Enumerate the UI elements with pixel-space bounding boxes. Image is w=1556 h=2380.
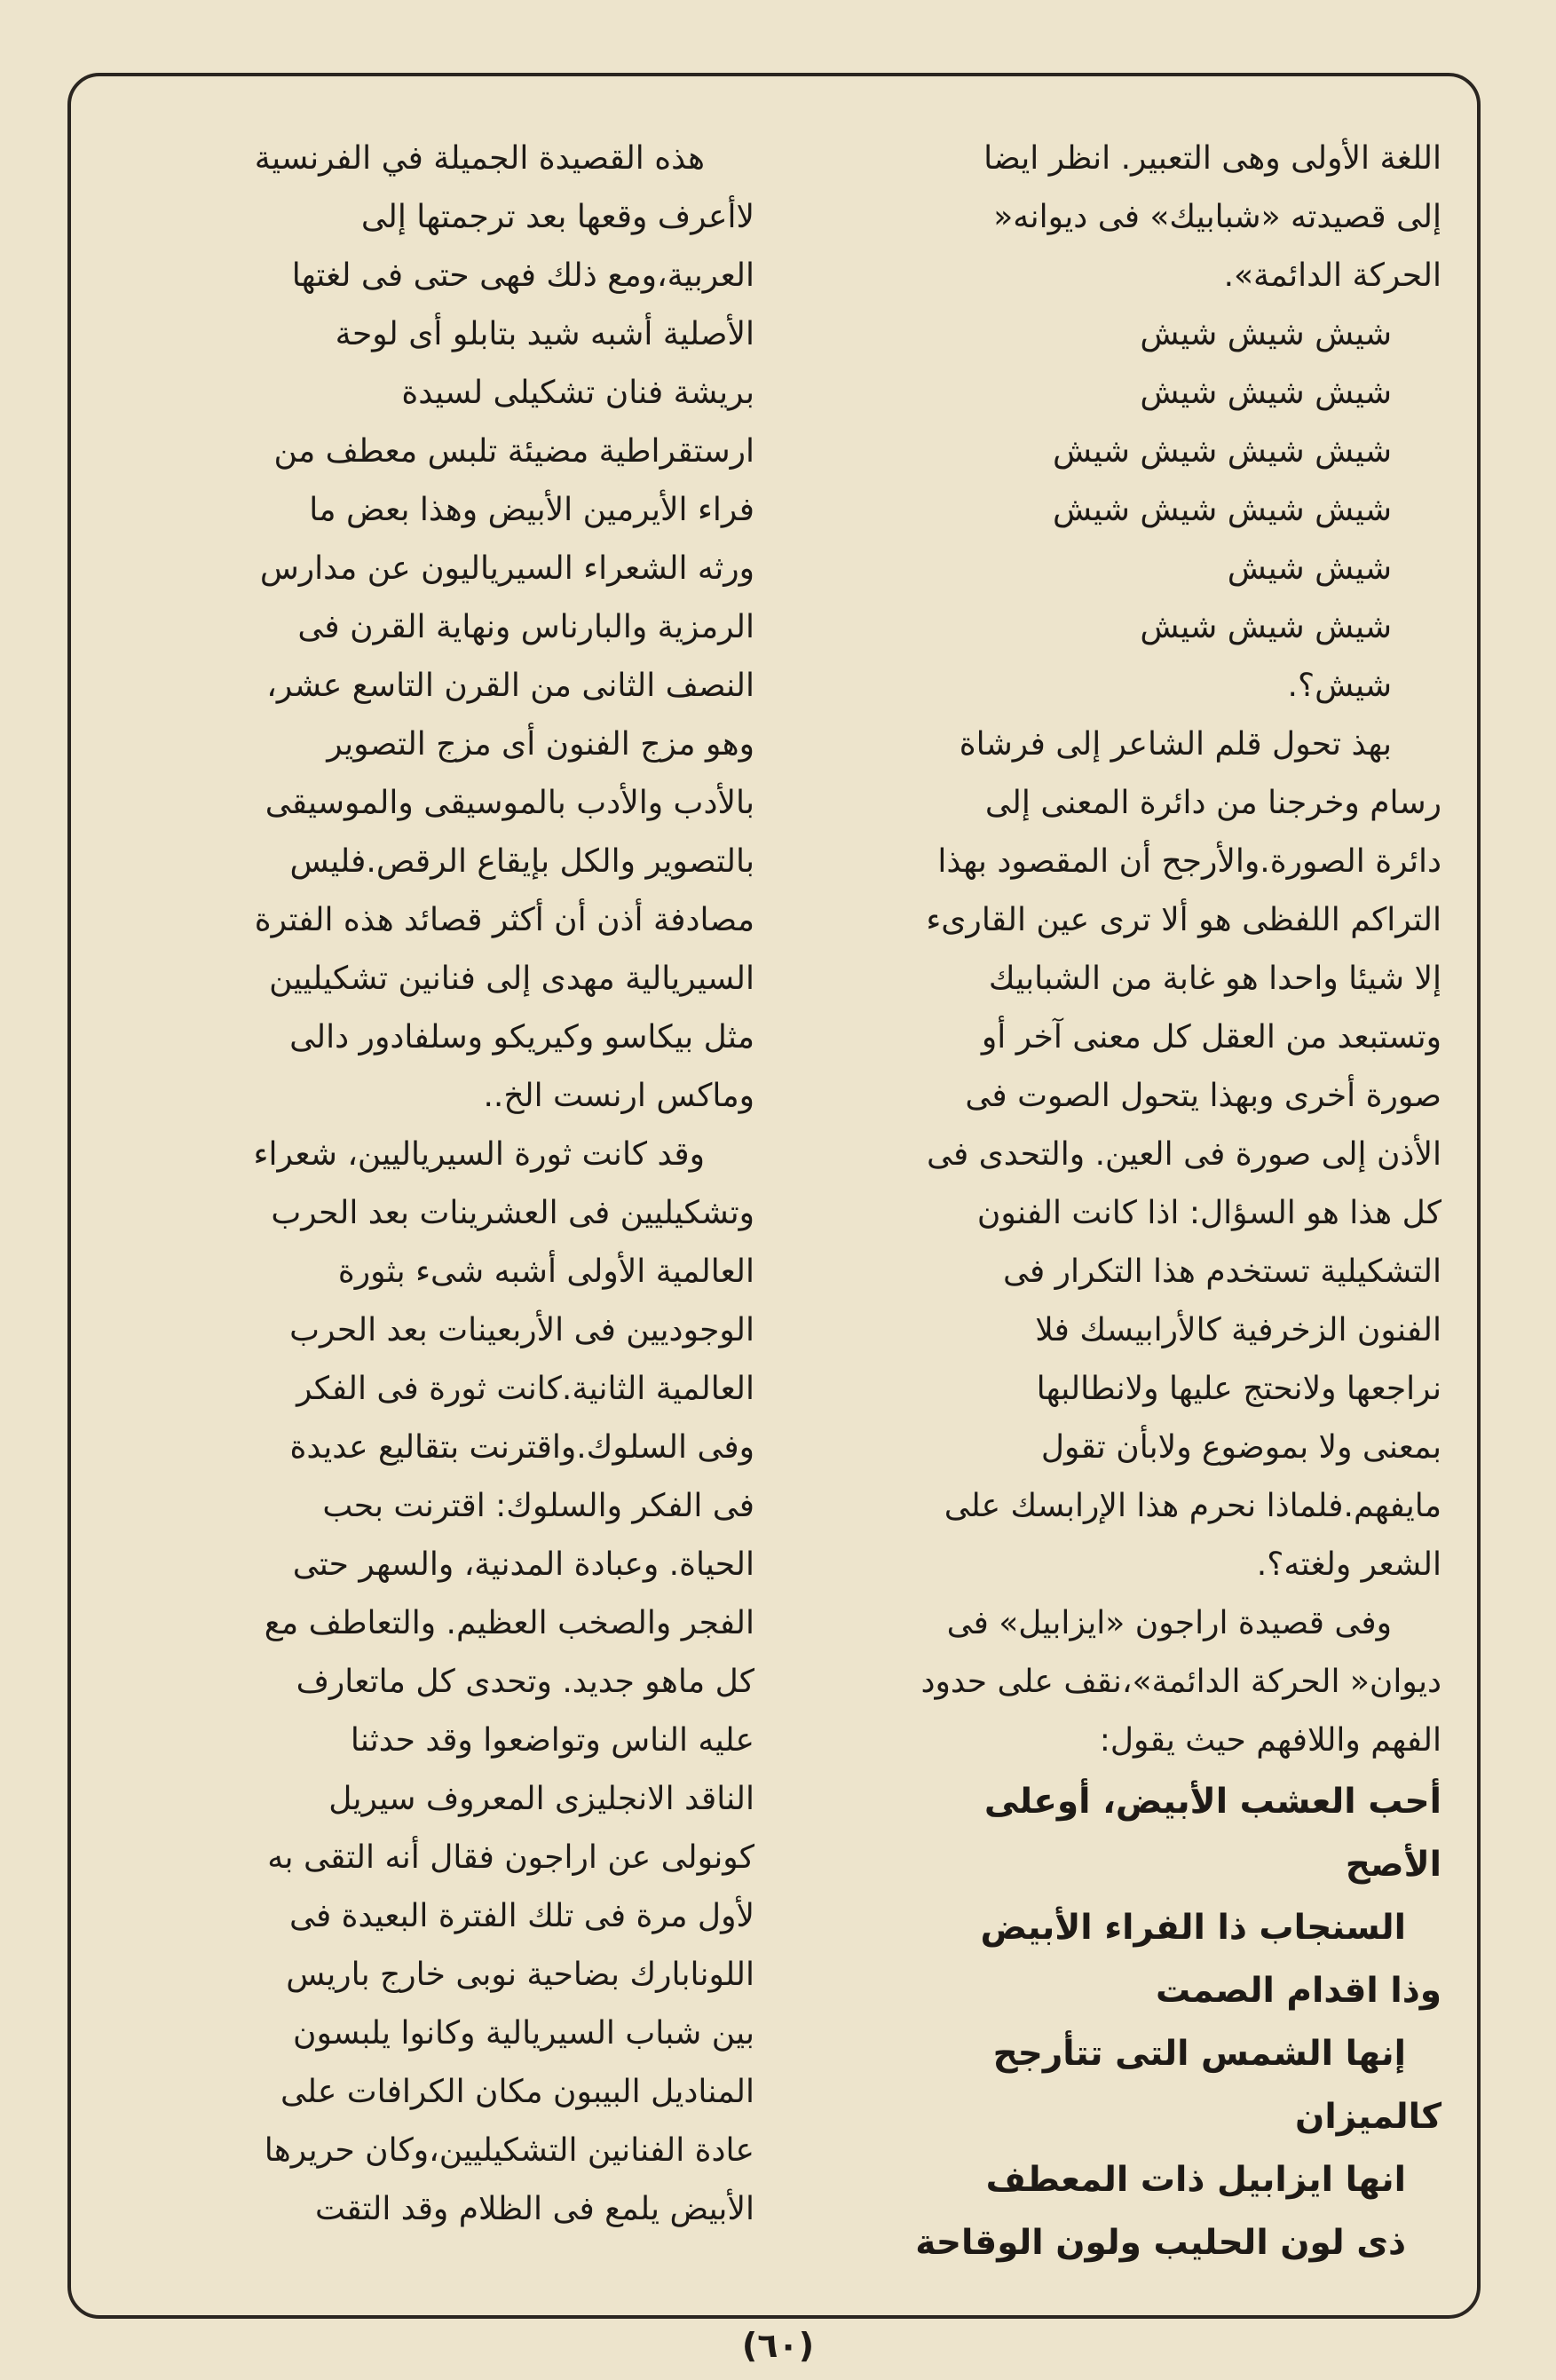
verse-line: ذى لون الحليب ولون الوقاحة — [915, 2223, 1406, 2263]
text-line: الرمزية والبارناس ونهاية القرن فى — [297, 609, 754, 645]
page-number: (٦٠) — [741, 2326, 815, 2365]
text-line: بالتصوير والكل بإيقاع الرقص.فليس — [289, 843, 754, 880]
text-line: الحياة. وعبادة المدنية، والسهر حتى — [292, 1546, 754, 1583]
text-line: الفنون الزخرفية كالأرابيسك فلا — [1035, 1312, 1441, 1348]
poem-line: شيش شيش شيش — [1140, 375, 1392, 411]
text-line: العربية،ومع ذلك فهى حتى فى لغتها — [291, 257, 754, 294]
text-line: عليه الناس وتواضعوا وقد حدثنا — [350, 1722, 754, 1759]
text-line: التشكيلية تستخدم هذا التكرار فى — [1002, 1253, 1441, 1290]
text-line: نراجعها ولانحتج عليها ولانطالبها — [1036, 1371, 1441, 1407]
text-line: صورة أخرى وبهذا يتحول الصوت فى — [965, 1078, 1441, 1114]
text-line: الفجر والصخب العظيم. والتعاطف مع — [264, 1605, 754, 1641]
text-line: الحركة الدائمة». — [1223, 257, 1441, 294]
poem-line: شيش شيش — [1227, 550, 1392, 587]
text-line: ارستقراطية مضيئة تلبس معطف من — [273, 433, 754, 470]
text-line: وتستبعد من العقل كل معنى آخر أو — [981, 1019, 1441, 1056]
text-line: لاأعرف وقعها بعد ترجمتها إلى — [360, 199, 754, 235]
text-line: عادة الفنانين التشكيليين،وكان حريرها — [264, 2132, 754, 2169]
text-line: السيريالية مهدى إلى فنانين تشكيليين — [269, 961, 754, 997]
text-line: الوجوديين فى الأربعينات بعد الحرب — [289, 1312, 754, 1348]
verse-line: أحب العشب الأبيض، أوعلى — [983, 1782, 1441, 1822]
text-line: الأصلية أشبه شيد بتابلو أى لوحة — [335, 316, 754, 352]
text-line: وهو مزج الفنون أى مزج التصوير — [327, 726, 754, 763]
page-frame — [67, 73, 1481, 2319]
text-line: وفى قصيدة اراجون «ايزابيل» فى — [946, 1605, 1392, 1641]
text-line: هذه القصيدة الجميلة في الفرنسية — [254, 140, 705, 177]
poem-line: شيش شيش شيش — [1140, 609, 1392, 645]
poem-line: شيش شيش شيش شيش — [1052, 492, 1392, 528]
text-line: مصادفة أذن أن أكثر قصائد هذه الفترة — [254, 902, 754, 938]
text-line: بالأدب والأدب بالموسيقى والموسيقى — [265, 785, 754, 821]
text-line: كونولى عن اراجون فقال أنه التقى به — [267, 1839, 754, 1876]
text-line: بمعنى ولا بموضوع ولابأن تقول — [1040, 1429, 1441, 1466]
text-line: الشعر ولغته؟. — [1256, 1546, 1441, 1583]
verse-line: إنها الشمس التى تتأرجح — [992, 2034, 1406, 2074]
text-line: مايفهم.فلماذا نحرم هذا الإرابسك على — [944, 1488, 1441, 1524]
verse-line: كالميزان — [1295, 2097, 1441, 2137]
text-line: الفهم واللافهم حيث يقول: — [1099, 1722, 1441, 1759]
left-column — [115, 130, 754, 2239]
text-line: اللونابارك بضاحية نوبى خارج باريس — [286, 1957, 754, 1993]
text-line: التراكم اللفظى هو ألا ترى عين القارىء — [926, 902, 1441, 938]
text-line: ديوان« الحركة الدائمة»،نقف على حدود — [920, 1664, 1441, 1700]
text-line: وماكس ارنست الخ.. — [483, 1078, 754, 1114]
text-line: الأذن إلى صورة فى العين. والتحدى فى — [926, 1136, 1441, 1173]
poem-line: شيش شيش شيش شيش — [1052, 433, 1392, 470]
text-line: كل هذا هو السؤال: اذا كانت الفنون — [976, 1195, 1441, 1231]
text-line: إلا شيئا واحدا هو غابة من الشبابيك — [988, 961, 1441, 997]
text-line: لأول مرة فى تلك الفترة البعيدة فى — [288, 1898, 754, 1934]
text-line: دائرة الصورة.والأرجح أن المقصود بهذا — [937, 843, 1441, 880]
text-line: إلى قصيدته «شبابيك» فى ديوانه« — [993, 199, 1441, 235]
text-line: بريشة فنان تشكيلى لسيدة — [401, 375, 754, 411]
text-line: النصف الثانى من القرن التاسع عشر، — [266, 668, 754, 704]
text-line: كل ماهو جديد. وتحدى كل ماتعارف — [296, 1664, 754, 1700]
text-line: ورثه الشعراء السيرياليون عن مدارس — [259, 550, 754, 587]
text-line: فى الفكر والسلوك: اقترنت بحب — [322, 1488, 754, 1524]
right-column — [802, 130, 1441, 2274]
verse-line: الأصح — [1345, 1845, 1441, 1885]
poem-line: شيش شيش شيش — [1140, 316, 1392, 352]
text-line: الأبيض يلمع فى الظلام وقد التقت — [314, 2191, 754, 2227]
text-line: فراء الأيرمين الأبيض وهذا بعض ما — [309, 492, 754, 528]
poem-line: شيش؟. — [1287, 668, 1392, 704]
text-line: وفى السلوك.واقترنت بتقاليع عديدة — [289, 1429, 754, 1466]
text-line: العالمية الأولى أشبه شىء بثورة — [337, 1253, 754, 1290]
text-line: وتشكيليين فى العشرينات بعد الحرب — [271, 1195, 754, 1231]
verse-line: وذا اقدام الصمت — [1155, 1971, 1441, 2011]
verse-line: السنجاب ذا الفراء الأبيض — [980, 1908, 1406, 1948]
text-line: وقد كانت ثورة السيرياليين، شعراء — [253, 1136, 705, 1173]
text-line: العالمية الثانية.كانت ثورة فى الفكر — [296, 1371, 754, 1407]
verse-line: انها ايزابيل ذات المعطف — [985, 2160, 1406, 2200]
text-line: مثل بيكاسو وكيريكو وسلفادور دالى — [289, 1019, 754, 1056]
text-line: الناقد الانجليزى المعروف سيريل — [328, 1781, 754, 1817]
text-line: بين شباب السيريالية وكانوا يلبسون — [293, 2015, 754, 2052]
text-line: المناديل البيبون مكان الكرافات على — [280, 2074, 754, 2110]
text-line: اللغة الأولى وهى التعبير. انظر ايضا — [983, 140, 1441, 177]
text-line: بهذ تحول قلم الشاعر إلى فرشاة — [959, 726, 1392, 763]
text-line: رسام وخرجنا من دائرة المعنى إلى — [984, 785, 1441, 821]
